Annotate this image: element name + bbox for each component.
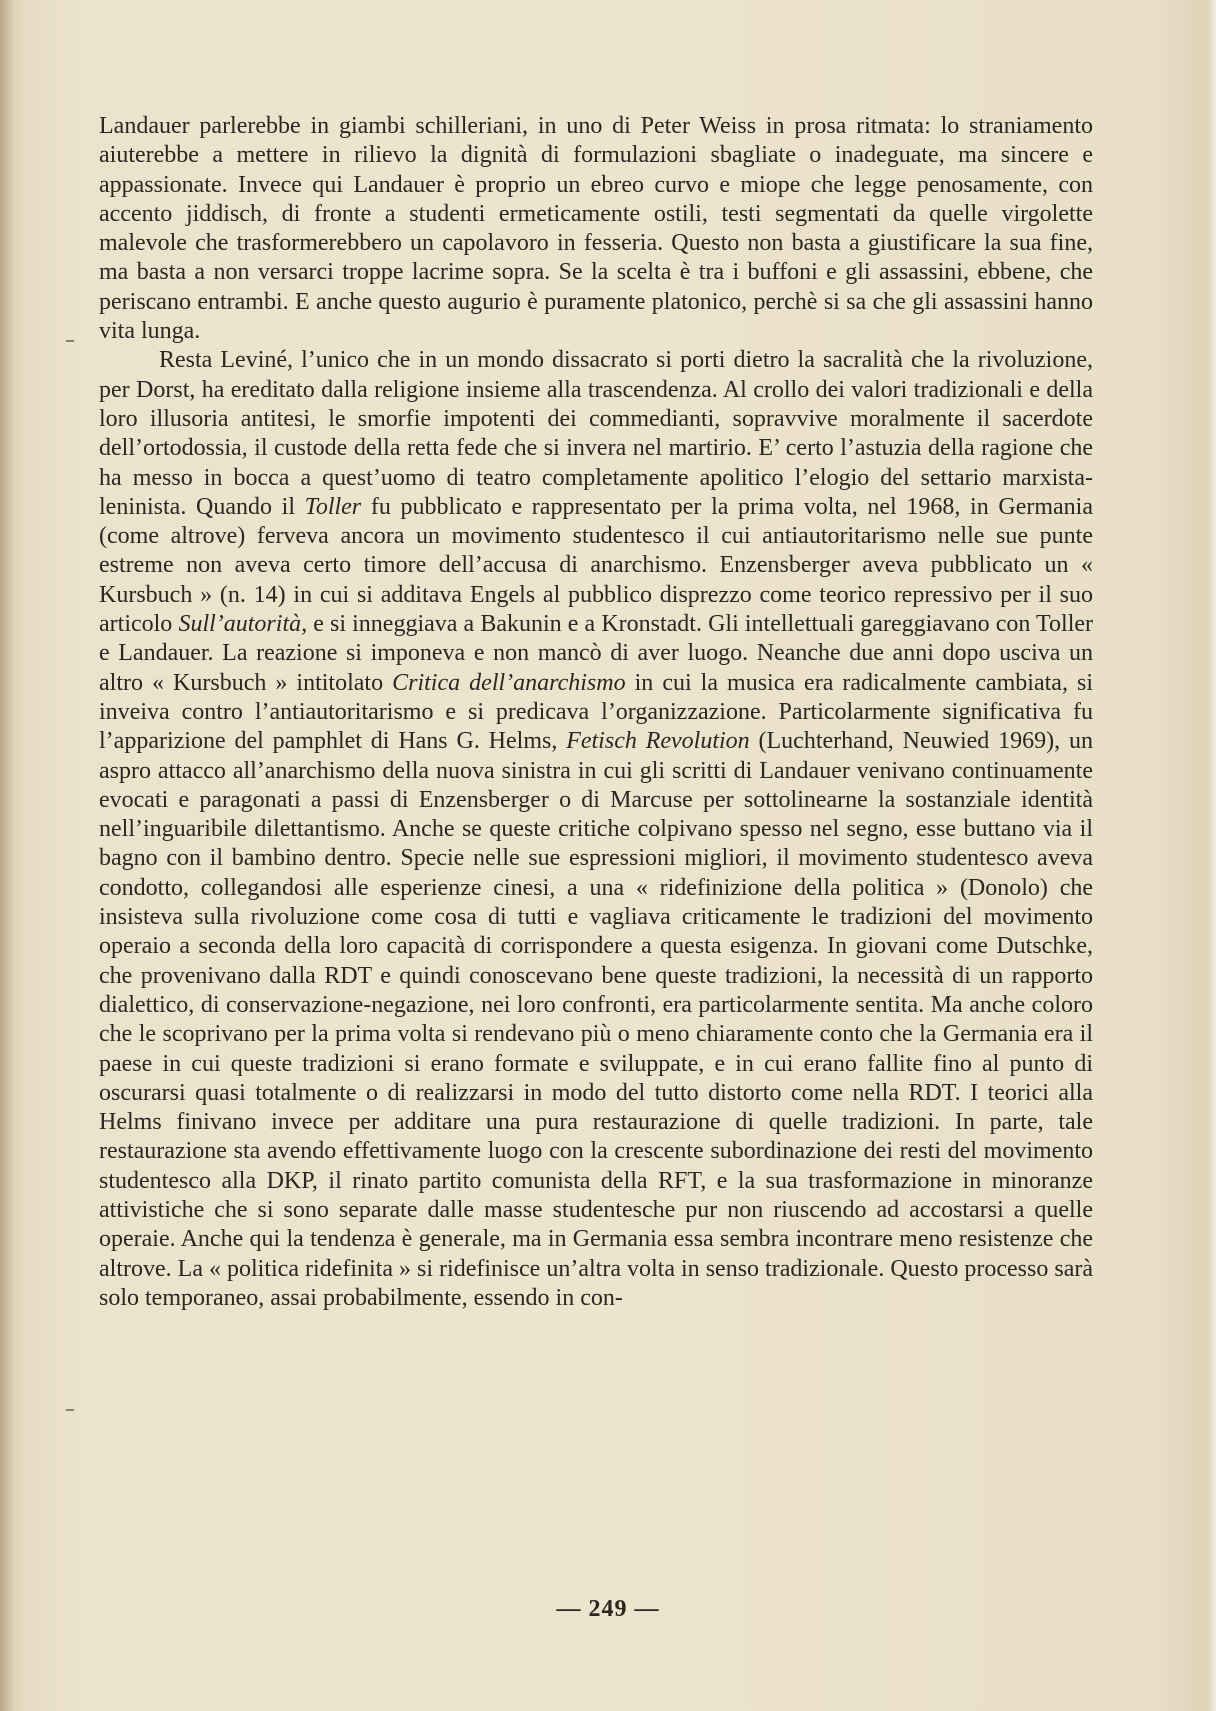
italic-title: Toller <box>304 493 362 520</box>
body-text <box>99 112 1093 1313</box>
text-run: Landauer parlerebbe in giambi schilleriani, in uno di Peter Weiss in prosa ritmata: lo straniamento aiuterebbe a mettere in rilievo la dignità di formulazioni sbagliate o inadeguate, ma sincere e appassionate. Invece qui Landauer è proprio un ebreo curvo e miope che legge penosamente, con accento jiddisch, di fronte a studenti ermeticamente ostili, testi segmentati da quelle virgolette malevole che trasformerebbero un capolavoro in fesseria. Questo non basta a giustificare la sua fine, ma basta a non versarci troppe lacrime sopra. Se la scelta è tra i buffoni e gli assassini, ebbene, che periscano entrambi. E anche questo augurio è puramente platonico, perchè si sa che gli assassini hanno vita lunga. <box>99 113 1093 345</box>
italic-title: Fetisch Revolution <box>566 728 750 755</box>
paragraph <box>99 346 1093 1313</box>
text-run: e si inneggiava a Bakunin e a Kronstadt. Gli intellettuali gareggiavano con Toller e Landauer. La reazione si imponeva e non mancò di aver luogo. Neanche due anni dopo usciva un altro « Kursbuch » intitolato <box>99 611 1094 696</box>
text-run: fu pubblicato e rappresentato per la prima volta, nel 1968, in Germania (come altrove) ferveva ancora un movimento studentesco il cui antiautoritarismo nelle sue punte estreme non aveva certo timore dell’accusa di anarchismo. Enzensberger aveva pubblicato un « Kursbuch » (n. 14) in cui si additava Engels al pubblico disprezzo come teorico repressivo per il suo articolo <box>99 493 1094 638</box>
page-edge <box>1208 0 1216 1711</box>
text-run: (Luchterhand, Neuwied 1969), un aspro attacco all’anarchismo della nuova sinistra in cui gli scritti di Landauer venivano continuamente evocati e paragonati a passi di Enzensberger o di Marcuse per sottolinearne la sostanziale identità nell’inguaribile dilettantismo. Anche se queste critiche colpivano spesso nel segno, esse buttano via il bagno con il bambino dentro. Specie nelle sue espressioni migliori, il movimento studentesco aveva condotto, collegandosi alle esperienze cinesi, a una « ridefinizione della politica » (Donolo) che insisteva sulla rivoluzione come cosa di tutti e vagliava criticamente le tradizioni del movimento operaio a seconda della loro capacità di corrispondere a questa esigenza. In giovani come Dutschke, che provenivano dalla RDT e quindi conoscevano bene queste tradizioni, la necessità di un rapporto dialettico, di conservazione-negazione, nei loro confronti, era particolarmente sentita. Ma anche coloro che le scoprivano per la prima volta si rendevano più o meno chiaramente conto che la Germania era il paese in cui queste tradizioni si erano formate e sviluppate, e in cui erano fallite fino al punto di oscurarsi quasi totalmente o di realizzarsi in modo del tutto distorto come nella RDT. I teorici alla Helms finivano invece per additare una pura restaurazione di quelle tradizioni. In parte, tale restaurazione sta avendo effettivamente luogo con la crescente subordinazione dei resti del movimento studentesco alla DKP, il rinato partito comunista della RFT, e la sua trasformazione in minoranze attivistiche che si sono separate dalle masse studentesche pur non riuscendo ad accostarsi a quelle operaie. Anche qui la tendenza è generale, ma in Germania essa sembra incontrare meno resistenze che altrove. La « politica ridefinita » si ridefinisce un’altra volta in senso tradizionale. Questo processo sarà solo temporaneo, assai probabilmente, essendo in con- <box>99 728 1093 1311</box>
italic-title: Sull’autorità, <box>178 611 308 638</box>
page-number: — 249 — <box>556 1596 660 1622</box>
margin-mark <box>66 1409 74 1411</box>
spine-shadow <box>0 0 14 1711</box>
paragraph <box>99 112 1093 346</box>
text-run: Resta Leviné, l’unico che in un mondo dissacrato si porti dietro la sacralità che la rivoluzione, per Dorst, ha ereditato dalla religione insieme alla trascendenza. Al crollo dei valori tradizionali e della loro illusoria antitesi, le smorfie impotenti dei commedianti, sopravvive moralmente il sacerdote dell’ortodossia, il custode della retta fede che si invera nel martirio. E’ certo l’astuzia della ragione che ha messo in bocca a quest’uomo di teatro completamente apolitico l’elogio del settario marxista-leninista. Quando il <box>99 347 1093 520</box>
italic-title: Critica dell’anarchismo <box>392 669 626 696</box>
text-run: in cui la musica era radicalmente cambiata, si inveiva contro l’antiautoritarismo e si predicava l’organizzazione. Particolarmente significativa fu l’apparizione del pamphlet di Hans G. Helms, <box>99 669 1093 755</box>
margin-mark <box>66 340 74 342</box>
